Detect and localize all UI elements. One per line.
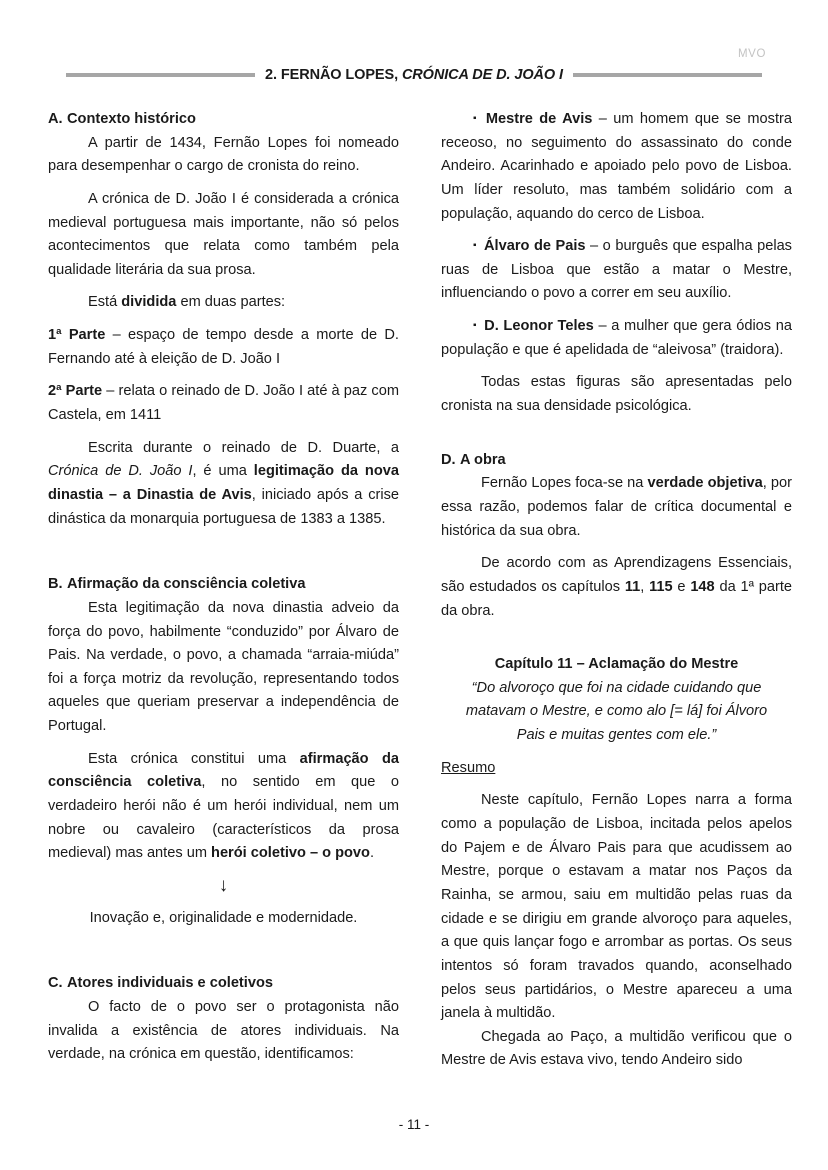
section-a-paragraph-3 — [48, 291, 399, 315]
afirmacao-suffix: . — [369, 845, 375, 862]
capitulo-148-ref: 148 — [690, 578, 715, 595]
section-b-paragraph-2 — [48, 748, 399, 866]
parte-2-paragraph — [48, 380, 399, 427]
capitulos-suffix: da 1ª parte da obra. — [441, 578, 793, 619]
resumo-paragraph-1: Neste capítulo, Fernão Lopes narra a forma como a população de Lisboa, incitada pelos apelos do Pajem e de Álvaro Pais para que acudissem ao Mestre, porque o estavam a matar nos Paços da Rainha, se armou, saiu em multidão pelas ruas da cidade e se dirigiu em grande alvoroço para aqueles, a que quis lançar fogo e arrombar as portas. Os seus intentos só foram travados quando, aconselhado pelos seus partidários, o Mestre apareceu a uma janela à multidão. — [441, 792, 792, 1022]
character-name-alvaro-de-pais: Álvaro de Pais — [484, 238, 586, 255]
section-a-title: Contexto histórico — [67, 111, 196, 127]
section-heading-a — [48, 108, 399, 132]
spacer — [48, 739, 399, 748]
section-c-paragraph-1: O facto de o povo ser o protagonista não invalida a existência de atores individuais. Na verdade, na crónica em questão, identificamos: — [48, 998, 399, 1063]
chapter-quote-line-3: Pais e muitas gentes com ele.” — [516, 727, 717, 744]
header-rule-left — [66, 73, 255, 77]
header-rule-right — [573, 73, 762, 77]
heroi-coletivo-bold: herói coletivo – o povo — [211, 845, 370, 862]
two-column-body — [48, 108, 793, 1073]
spacer — [441, 543, 792, 552]
resumo-paragraph-2: Chegada ao Paço, a multidão verificou que o Mestre de Avis estava vivo, tendo Andeiro sido — [441, 1028, 792, 1069]
escrita-mid: , é uma — [192, 463, 254, 480]
spacer — [48, 930, 399, 972]
character-desc-alvaro-de-pais: – o burguês que espalha pelas ruas de Lisboa que estão a matar o Mestre, influenciando o povo a correr em seu auxílio. — [441, 238, 792, 302]
header-title-italic: CRÓNICA DE D. JOÃO I — [401, 67, 563, 83]
section-c-label: C. — [48, 975, 63, 992]
section-a-label: A. — [48, 111, 63, 127]
down-arrow-icon: ↓ — [218, 874, 229, 896]
parte-1-text: – espaço de tempo desde a morte de D. Fernando até à eleição de D. João I — [48, 327, 399, 367]
spacer — [48, 282, 399, 291]
section-d-paragraph-1 — [441, 472, 792, 543]
afirmacao-prefix: Esta crónica constitui uma — [88, 750, 300, 767]
spacer — [441, 748, 792, 757]
divided-bold: dividida — [121, 294, 177, 311]
escrita-prefix: Escrita durante o reinado de D. Duarte, a — [88, 439, 399, 456]
header-title-main: 2. FERNÃO LOPES, — [265, 67, 402, 83]
spacer — [48, 315, 399, 324]
character-bullet-leonor-teles — [441, 315, 792, 362]
capitulo-115-ref: 115 — [649, 578, 673, 595]
afirmacao-mid: , no sentido em que o verdadeiro herói não é um herói individual, nem um nobre ou cavaleiro (característicos da prosa medieval) mas antes um — [48, 774, 399, 862]
spacer — [441, 780, 792, 789]
character-desc-mestre-de-avis: – um homem que se mostra receoso, no seguimento do assassinato do conde Andeiro. Acarinhado e apoiado pelo povo de Lisboa. Um líder resoluto, mas também solidário com a população, aquando do cerco de Lisboa. — [441, 111, 792, 222]
section-heading-b — [48, 573, 399, 597]
square-bullet-icon: ▪ — [473, 113, 479, 124]
chapter-heading: Capítulo 11 – Aclamação do Mestre — [494, 656, 739, 673]
section-a-paragraph-4 — [48, 437, 399, 532]
capitulos-prefix: De acordo com as Aprendizagens Essenciais, são estudados os capítulos — [441, 555, 792, 595]
section-a-paragraph-1: A partir de 1434, Fernão Lopes foi nomeado para desempenhar o cargo de cronista do reino. — [48, 134, 399, 175]
section-b-conclusion: Inovação e, originalidade e modernidade. — [89, 909, 358, 926]
character-bullet-alvaro-de-pais — [441, 235, 792, 306]
section-a-paragraph-2: A crónica de D. João I é considerada a crónica medieval portuguesa mais importante, não só pelos acontecimentos que relata como também pela qualidade literária da sua prosa. — [48, 190, 399, 278]
afirmacao-bold: afirmação da consciência coletiva — [48, 750, 399, 791]
capitulo-11-ref: 11 — [624, 578, 641, 595]
section-d-paragraph-2 — [441, 552, 792, 623]
spacer — [48, 371, 399, 380]
parte-2-text: – relata o reinado de D. João I até à paz com Castela, em 1411 — [48, 383, 399, 424]
chapter-quote-line-1: “Do alvoroço que foi na cidade cuidando que — [471, 679, 762, 696]
spacer — [441, 623, 792, 653]
parte-2-label: 2ª Parte — [48, 383, 103, 400]
spacer — [441, 362, 792, 371]
section-heading-d — [441, 449, 792, 473]
section-b-label: B. — [48, 576, 63, 593]
escrita-suffix: , iniciado após a crise dinástica da monarquia portuguesa de 1383 a 1385. — [48, 486, 400, 527]
legitimacao-bold: legitimação da nova dinastia – a Dinastia de Avis — [48, 463, 399, 503]
header-watermark: MVO — [738, 48, 766, 60]
verdade-objetiva-bold: verdade objetiva — [647, 475, 763, 492]
section-d-title: A obra — [460, 451, 506, 468]
spacer — [441, 419, 792, 449]
square-bullet-icon: ▪ — [473, 320, 478, 332]
section-b-title: Afirmação da consciência coletiva — [67, 576, 306, 593]
right-column — [441, 108, 792, 1073]
divided-suffix: em duas partes: — [176, 294, 286, 311]
spacer — [48, 531, 399, 573]
verdade-prefix: Fernão Lopes foca-se na — [481, 475, 648, 492]
parte-1-label: 1ª Parte — [48, 327, 106, 344]
section-b-paragraph-1: Esta legitimação da nova dinastia adveio da força do povo, habilmente “conduzido” por Álvaro de Pais. Na verdade, o povo, a chamada “arraia-miúda” foi a força motriz da revolução, representando todos aqueles que queriam preservar a independência de Portugal. — [48, 599, 399, 735]
characters-closing-paragraph: Todas estas figuras são apresentadas pelo cronista na sua densidade psicológica. — [441, 374, 792, 415]
capitulos-sep-1: , — [640, 578, 650, 595]
spacer — [48, 428, 399, 437]
spacer — [48, 179, 399, 188]
section-d-label: D. — [441, 451, 456, 468]
header-title — [265, 67, 563, 83]
character-name-leonor-teles: D. Leonor Teles — [484, 318, 594, 335]
verdade-suffix: , por essa razão, podemos falar de crítica documental e histórica da sua obra. — [441, 475, 793, 539]
capitulos-sep-2: e — [672, 578, 691, 595]
divided-prefix: Está — [88, 294, 122, 311]
spacer — [441, 306, 792, 315]
section-c-title: Atores individuais e coletivos — [67, 975, 273, 992]
character-bullet-mestre-de-avis — [441, 108, 792, 226]
page-number: - 11 - — [398, 1117, 430, 1132]
page-footer — [0, 1117, 828, 1132]
spacer — [441, 226, 792, 235]
page-header — [66, 63, 762, 87]
cronica-title-italic: Crónica de D. João I — [48, 463, 193, 480]
character-desc-leonor-teles: – a mulher que gera ódios na população e que é apelidada de “aleivosa” (traidora). — [441, 318, 792, 358]
resumo-label: Resumo — [441, 759, 496, 776]
chapter-quote-line-2: matavam o Mestre, e como alo [= lá] foi Álvoro — [465, 703, 768, 720]
section-heading-c — [48, 972, 399, 996]
character-name-mestre-de-avis: Mestre de Avis — [485, 111, 593, 127]
square-bullet-icon: ▪ — [473, 240, 478, 252]
left-column — [48, 108, 399, 1073]
parte-1-paragraph — [48, 324, 399, 371]
